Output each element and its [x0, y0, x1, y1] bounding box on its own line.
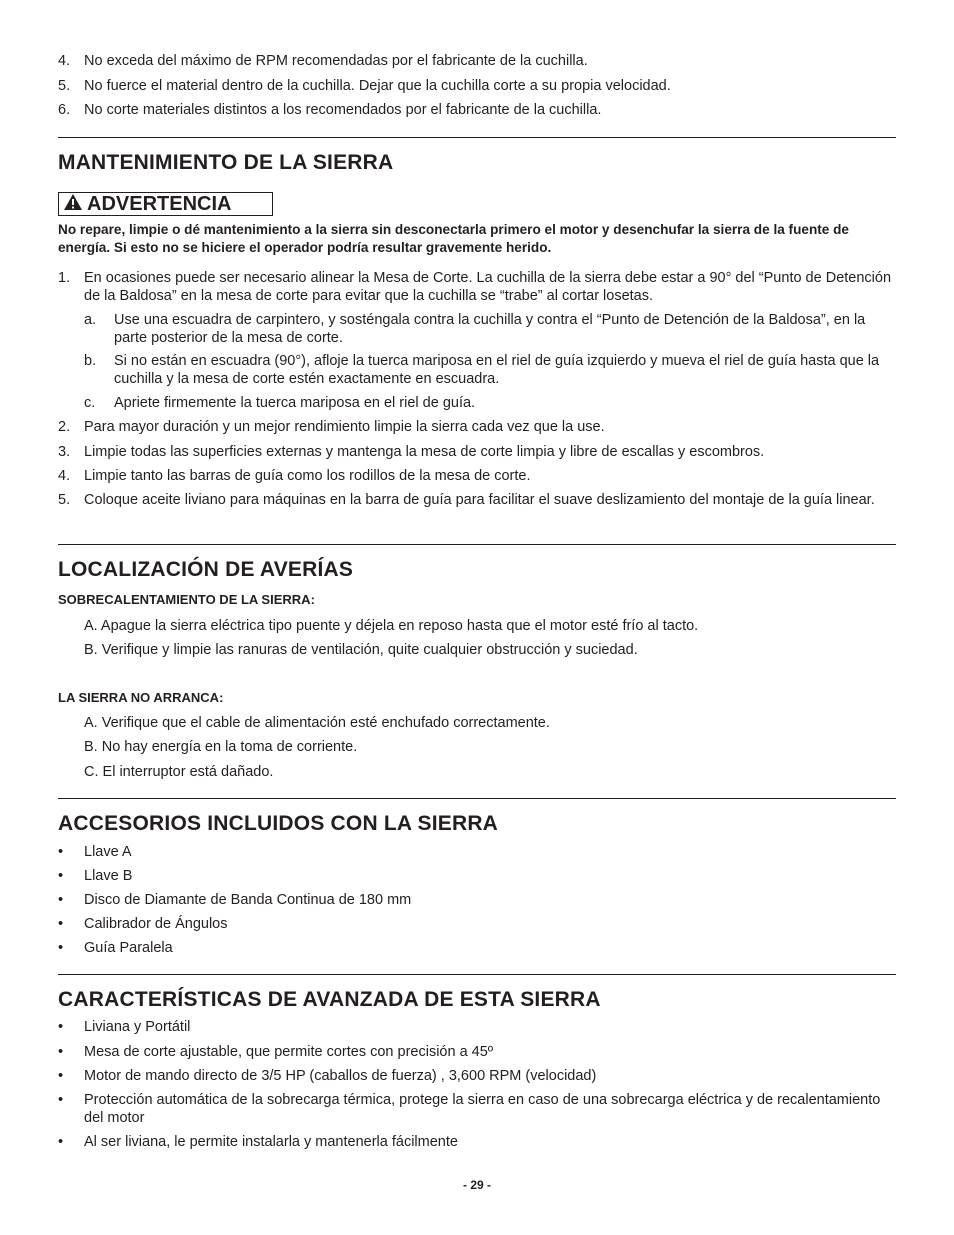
section-title-accessories: ACCESORIOS INCLUIDOS CON LA SIERRA — [58, 812, 499, 835]
bullet-icon: • — [58, 916, 64, 932]
item-number: 2. — [58, 419, 71, 435]
item-text: Llave A — [84, 844, 132, 860]
item-text: Para mayor duración y un mejor rendimiento limpie la sierra cada vez que la use. — [84, 419, 605, 435]
item-number: 5. — [58, 78, 71, 94]
item-number: 1. — [58, 270, 71, 286]
section-divider — [58, 798, 896, 799]
list-item: A. Apague la sierra eléctrica tipo puente y déjela en reposo hasta que el motor esté frío al tacto. — [84, 618, 699, 634]
warning-label — [58, 192, 273, 216]
bullet-icon: • — [58, 940, 64, 956]
item-text: Use una escuadra de carpintero, y sosténgala contra la cuchilla y contra el “Punto de Detención de la Baldosa”, en la parte posterior de la mesa de corte. — [114, 312, 866, 346]
bullet-icon: • — [58, 1134, 64, 1150]
bullet-icon: • — [58, 1019, 64, 1035]
bullet-icon: • — [58, 892, 64, 908]
item-number: 4. — [58, 53, 71, 69]
section-title-maintenance: MANTENIMIENTO DE LA SIERRA — [58, 151, 394, 174]
item-text: Motor de mando directo de 3/5 HP (caballos de fuerza) , 3,600 RPM (velocidad) — [84, 1068, 597, 1084]
bullet-icon: • — [58, 1068, 64, 1084]
item-text: Apriete firmemente la tuerca mariposa en el riel de guía. — [114, 395, 476, 411]
warning-label-text: ADVERTENCIA — [87, 193, 232, 215]
bullet-icon: • — [58, 1044, 64, 1060]
item-text: Liviana y Portátil — [84, 1019, 191, 1035]
bullet-icon: • — [58, 844, 64, 860]
bullet-icon: • — [58, 1092, 64, 1108]
item-text: No exceda del máximo de RPM recomendadas por el fabricante de la cuchilla. — [84, 53, 588, 69]
warning-triangle-icon — [63, 193, 83, 216]
section-divider — [58, 137, 896, 138]
section-divider — [58, 974, 896, 975]
item-letter: c. — [84, 395, 96, 411]
item-text: En ocasiones puede ser necesario alinear la Mesa de Corte. La cuchilla de la sierra debe estar a 90° del “Punto de Detención de la Baldosa” en la mesa de corte para evitar que la cuchilla se “trabe” al cortar losetas. — [84, 270, 892, 304]
item-text: Al ser liviana, le permite instalarla y mantenerla fácilmente — [84, 1134, 458, 1150]
item-text: No fuerce el material dentro de la cuchilla. Dejar que la cuchilla corte a su propia velocidad. — [84, 78, 671, 94]
item-text: Coloque aceite liviano para máquinas en la barra de guía para facilitar el suave deslizamiento del montaje de la guía linear. — [84, 492, 875, 508]
section-divider — [58, 544, 896, 545]
item-text: Si no están en escuadra (90°), afloje la tuerca mariposa en el riel de guía izquierdo y mueva el riel de guía hasta que la cuchilla y la mesa de corte estén exactamente en escuadra. — [114, 353, 880, 387]
item-text: Mesa de corte ajustable, que permite cortes con precisión a 45º — [84, 1044, 494, 1060]
item-letter: a. — [84, 312, 97, 328]
subheading-overheat: SOBRECALENTAMIENTO DE LA SIERRA: — [58, 592, 315, 607]
subheading-no-start: LA SIERRA NO ARRANCA: — [58, 690, 224, 705]
warning-text: No repare, limpie o dé mantenimiento a la sierra sin desconectarla primero el motor y desenchufar la sierra de la fuente de energía. Si esto no se hiciere el operador podría resultar gravemente herido. — [58, 222, 849, 255]
section-title-features: CARACTERÍSTICAS DE AVANZADA DE ESTA SIERRA — [58, 988, 601, 1011]
item-text: Calibrador de Ángulos — [84, 916, 228, 932]
item-number: 4. — [58, 468, 71, 484]
item-number: 3. — [58, 444, 71, 460]
list-item: B. Verifique y limpie las ranuras de ventilación, quite cualquier obstrucción y suciedad. — [84, 642, 638, 658]
item-letter: b. — [84, 353, 97, 369]
subheading-text: LA SIERRA NO ARRANCA — [58, 690, 220, 705]
item-text: Limpie tanto las barras de guía como los rodillos de la mesa de corte. — [84, 468, 531, 484]
item-text: Limpie todas las superficies externas y mantenga la mesa de corte limpia y libre de escallas y escombros. — [84, 444, 765, 460]
section-title-troubleshooting: LOCALIZACIÓN DE AVERÍAS — [58, 558, 354, 581]
item-number: 5. — [58, 492, 71, 508]
list-item: C. El interruptor está dañado. — [84, 764, 274, 780]
item-text: Protección automática de la sobrecarga térmica, protege la sierra en caso de una sobrecarga eléctrica y de recalentamiento del motor — [84, 1092, 881, 1126]
bullet-icon: • — [58, 868, 64, 884]
page-number: - 29 - — [462, 1178, 491, 1192]
item-text: Llave B — [84, 868, 133, 884]
list-item: A. Verifique que el cable de alimentación esté enchufado correctamente. — [84, 715, 550, 731]
item-text: Disco de Diamante de Banda Continua de 180 mm — [84, 892, 412, 908]
item-number: 6. — [58, 102, 71, 118]
subheading-text: SOBRECALENTAMIENTO DE LA SIERRA — [58, 592, 311, 607]
item-text: No corte materiales distintos a los recomendados por el fabricante de la cuchilla. — [84, 102, 602, 118]
item-text: Guía Paralela — [84, 940, 173, 956]
list-item: B. No hay energía en la toma de corriente. — [84, 739, 358, 755]
